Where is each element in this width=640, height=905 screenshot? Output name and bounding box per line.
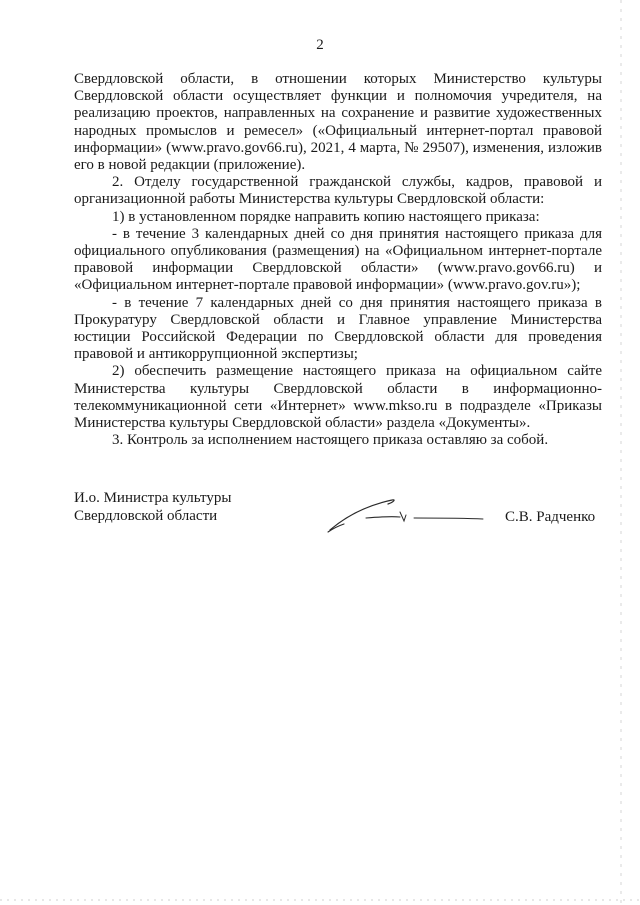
paragraph-item-3: 3. Контроль за исполнением настоящего приказа оставляю за собой. (112, 432, 549, 449)
scan-bottom-artifact (0, 899, 640, 901)
paragraph-dash-3-days: - в течение 3 календарных дней со дня принятия настоящего приказа для официального опубликования (размещения) на «Официальном интернет-портале правовой информации Свердловской области» (www.pravo.gov66.ru) и «Официальном интернет-портале правовой информации» (www.pravo.gov.ru»); (74, 225, 602, 294)
scan-edge-artifact (620, 0, 622, 905)
order-body (74, 71, 602, 449)
paragraph-subitem-1: 1) в установленном порядке направить копию настоящего приказа: (112, 208, 540, 225)
signatory-position-line1: И.о. Министра культуры (74, 490, 232, 506)
signatory-position (74, 489, 231, 525)
signatory-position-line2: Свердловской области (74, 508, 218, 524)
paragraph-item-2: 2. Отделу государственной гражданской службы, кадров, правовой и организационной работы Министерства культуры Свердловской области: (74, 174, 602, 208)
paragraph-continuation: Свердловской области, в отношении которых Министерство культуры Свердловской области осуществляет функции и полномочия учредителя, на реализацию проектов, направленных на сохранение и развитие художественных народных промыслов и ремесел» («Официальный интернет-портал правовой информации» (www.pravo.gov66.ru), 2021, 4 марта, № 29507), изменения, изложив его в новой редакции (приложение). (74, 71, 602, 174)
handwritten-signature (318, 488, 488, 540)
paragraph-dash-7-days: - в течение 7 календарных дней со дня принятия настоящего приказа в Прокуратуру Свердловской области и Главное управление Министерства юстиции Российской Федерации по Свердловской области для проведения правовой и антикоррупционной экспертизы; (74, 294, 602, 363)
signatory-name: С.В. Радченко (505, 509, 596, 525)
page-number: 2 (316, 37, 324, 53)
paragraph-subitem-2: 2) обеспечить размещение настоящего приказа на официальном сайте Министерства культуры Свердловской области в информационно-телекоммуникационной сети «Интернет» www.mkso.ru в подразделе «Приказы Министерства культуры Свердловской области» раздела «Документы». (74, 363, 602, 432)
